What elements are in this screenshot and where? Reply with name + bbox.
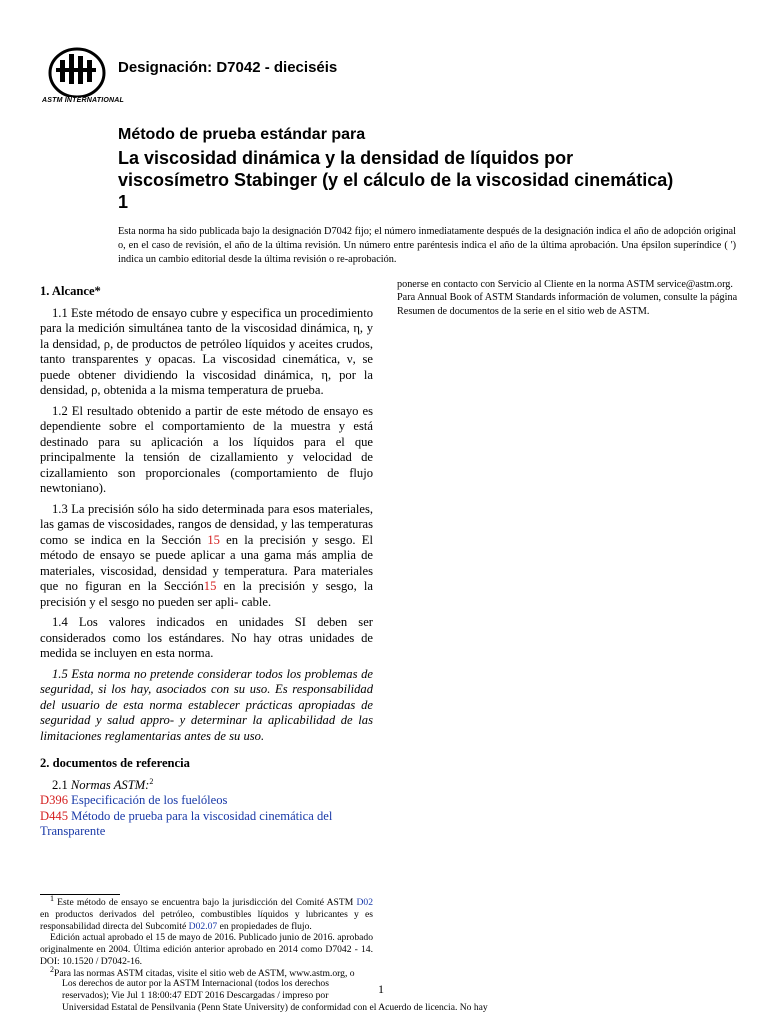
footnotes [40, 893, 373, 980]
footnote-1-text-a: Este método de ensayo se encuentra bajo la jurisdicción del Comité ASTM [54, 897, 357, 908]
footnote-2-marker: 2 [50, 964, 54, 974]
right-column-note: ponerse en contacto con Servicio al Cliente en la norma ASTM service@astm.org. Para Annual Book of ASTM Standards información de volumen, consulte la página Resumen de documentos de la serie en el sitio web de ASTM. [397, 279, 738, 317]
designation: Designación: D7042 - dieciséis [118, 59, 338, 76]
license-line: reservados); Vie Jul 1 18:00:47 EDT 2016 Descargadas / impreso por [62, 990, 329, 1001]
footnote-2-marker: 2 [149, 776, 154, 786]
footnote-1 [40, 893, 373, 932]
reference-code[interactable]: D445 [40, 808, 68, 823]
paragraph-1-2: 1.2 El resultado obtenido a partir de este método de ensayo es dependiente sobre el comportamiento de la muestra y está destinado para su aplicación a los líquidos para el que principalmente la tensión de cizallamiento y velocidad de cizallamiento son proporcionales (comportamiento de flujo newtoniano). [40, 403, 373, 495]
title-prefix: Método de prueba estándar para [118, 126, 366, 143]
footnote-1-marker: 1 [50, 893, 54, 903]
reference-d445[interactable] [40, 809, 373, 825]
section-2-heading: 2. documentos de referencia [40, 756, 190, 770]
footnote-2-text: Para las normas ASTM citadas, visite el sitio web de ASTM, www.astm.org, o [54, 967, 355, 979]
reference-title[interactable]: Método de prueba para la viscosidad cinemática del [68, 808, 333, 823]
committee-d02-link[interactable]: D02 [356, 897, 373, 908]
subcommittee-d02-07-link[interactable]: D02.07 [188, 920, 218, 932]
paragraph-1-3-text-b: en la precisión y sesgo. El método de ensayo se puede aplicar a una gama más amplia de materiales, viscosidad, densidad y temperatura. Para materiales que no figuran en la Sección [40, 532, 373, 593]
page-number: 1 [378, 982, 384, 996]
license-notice [62, 978, 532, 1014]
paragraph-1-3 [40, 502, 373, 611]
title-line-2: viscosímetro Stabinger (y el cálculo de la viscosidad cinemática) [118, 170, 674, 190]
license-line: Universidad Estatal de Pensilvania (Penn State University) de conformidad con el Acuerdo de licencia. No hay [62, 1002, 488, 1013]
footnote-1-text-b: en productos derivados del petróleo, combustibles líquidos y lubricantes y es responsabilidad directa del Subcomité [40, 908, 373, 932]
paragraph-1-3-text-a: 1.3 La precisión sólo ha sido determinada para esos materiales, las gamas de viscosidades, rangos de densidad, y las temperaturas como se indica en la Sección [40, 501, 373, 547]
subsection-2-1-label: 2.1 [52, 777, 71, 792]
left-column [40, 284, 373, 840]
subsection-2-1-title: Normas ASTM: [70, 777, 150, 792]
title-line-1: La viscosidad dinámica y la densidad de líquidos por [118, 148, 574, 168]
footnote-1-text-c: en propiedades de flujo. [217, 920, 312, 932]
intro-note: Esta norma ha sido publicada bajo la designación D7042 fijo; el número inmediatamente después de la designación indica el año de adopción original o, en el caso de revisión, el año de la última revisión. Un número entre paréntesis indica el año de la última aprobación. Una épsilon superíndice ( ') indica un cambio editorial desde la última revisión o re-aprobación. [118, 226, 736, 265]
reference-continuation[interactable]: Transparente [40, 824, 106, 838]
paragraph-1-4: 1.4 Los valores indicados en unidades SI deben ser considerados como los estándares. No hay otras unidades de medida se incluyen en esta norma. [40, 615, 373, 660]
logo-text: ASTM INTERNATIONAL [42, 97, 125, 104]
paragraph-1-3-text-c: en la precisión y sesgo, la precisión y el sesgo no pueden ser apli- cable. [40, 579, 373, 609]
section-15-link-2[interactable]: 15 [203, 579, 217, 593]
paragraph-1-1: 1.1 Este método de ensayo cubre y especifica un procedimiento para la medición simultánea tanto de la viscosidad dinámica, η, y la densidad, ρ, de productos de petróleo líquidos y aceites crudos, tanto transparentes y opacas. La viscosidad cinemática, ν, se puede obtener dividiendo la viscosidad dinámica, η, por la densidad, ρ, obtenida a la misma temperatura de prueba. [40, 305, 373, 397]
subsection-2-1 [40, 778, 373, 794]
paragraph-1-5: 1.5 Esta norma no pretende considerar todos los problemas de seguridad, si los hay, asociados con su uso. Es responsabilidad del usuario de esta norma establecer prácticas apropiadas de seguridad y salud appro- y determinar la aplicabilidad de las limitaciones reglamentarias antes de su uso. [40, 666, 373, 743]
section-15-link[interactable]: 15 [207, 532, 220, 547]
license-line: Los derechos de autor por la ASTM Internacional (todos los derechos [62, 978, 329, 989]
reference-title[interactable]: Especificación de los fuelóleos [68, 793, 228, 807]
section-1-heading: 1. Alcance* [40, 284, 101, 298]
title-line-3: 1 [118, 192, 129, 212]
footnote-1-edition: Edición actual aprobado el 15 de mayo de 2016. Publicado junio de 2016. aprobado originalmente en 2004. Última edición anterior aprobado en 2014 como D7042 - 14. DOI: 10.1520 / D7042-16. [40, 932, 373, 967]
reference-code[interactable]: D396 [40, 793, 68, 807]
reference-d396[interactable] [40, 793, 373, 809]
